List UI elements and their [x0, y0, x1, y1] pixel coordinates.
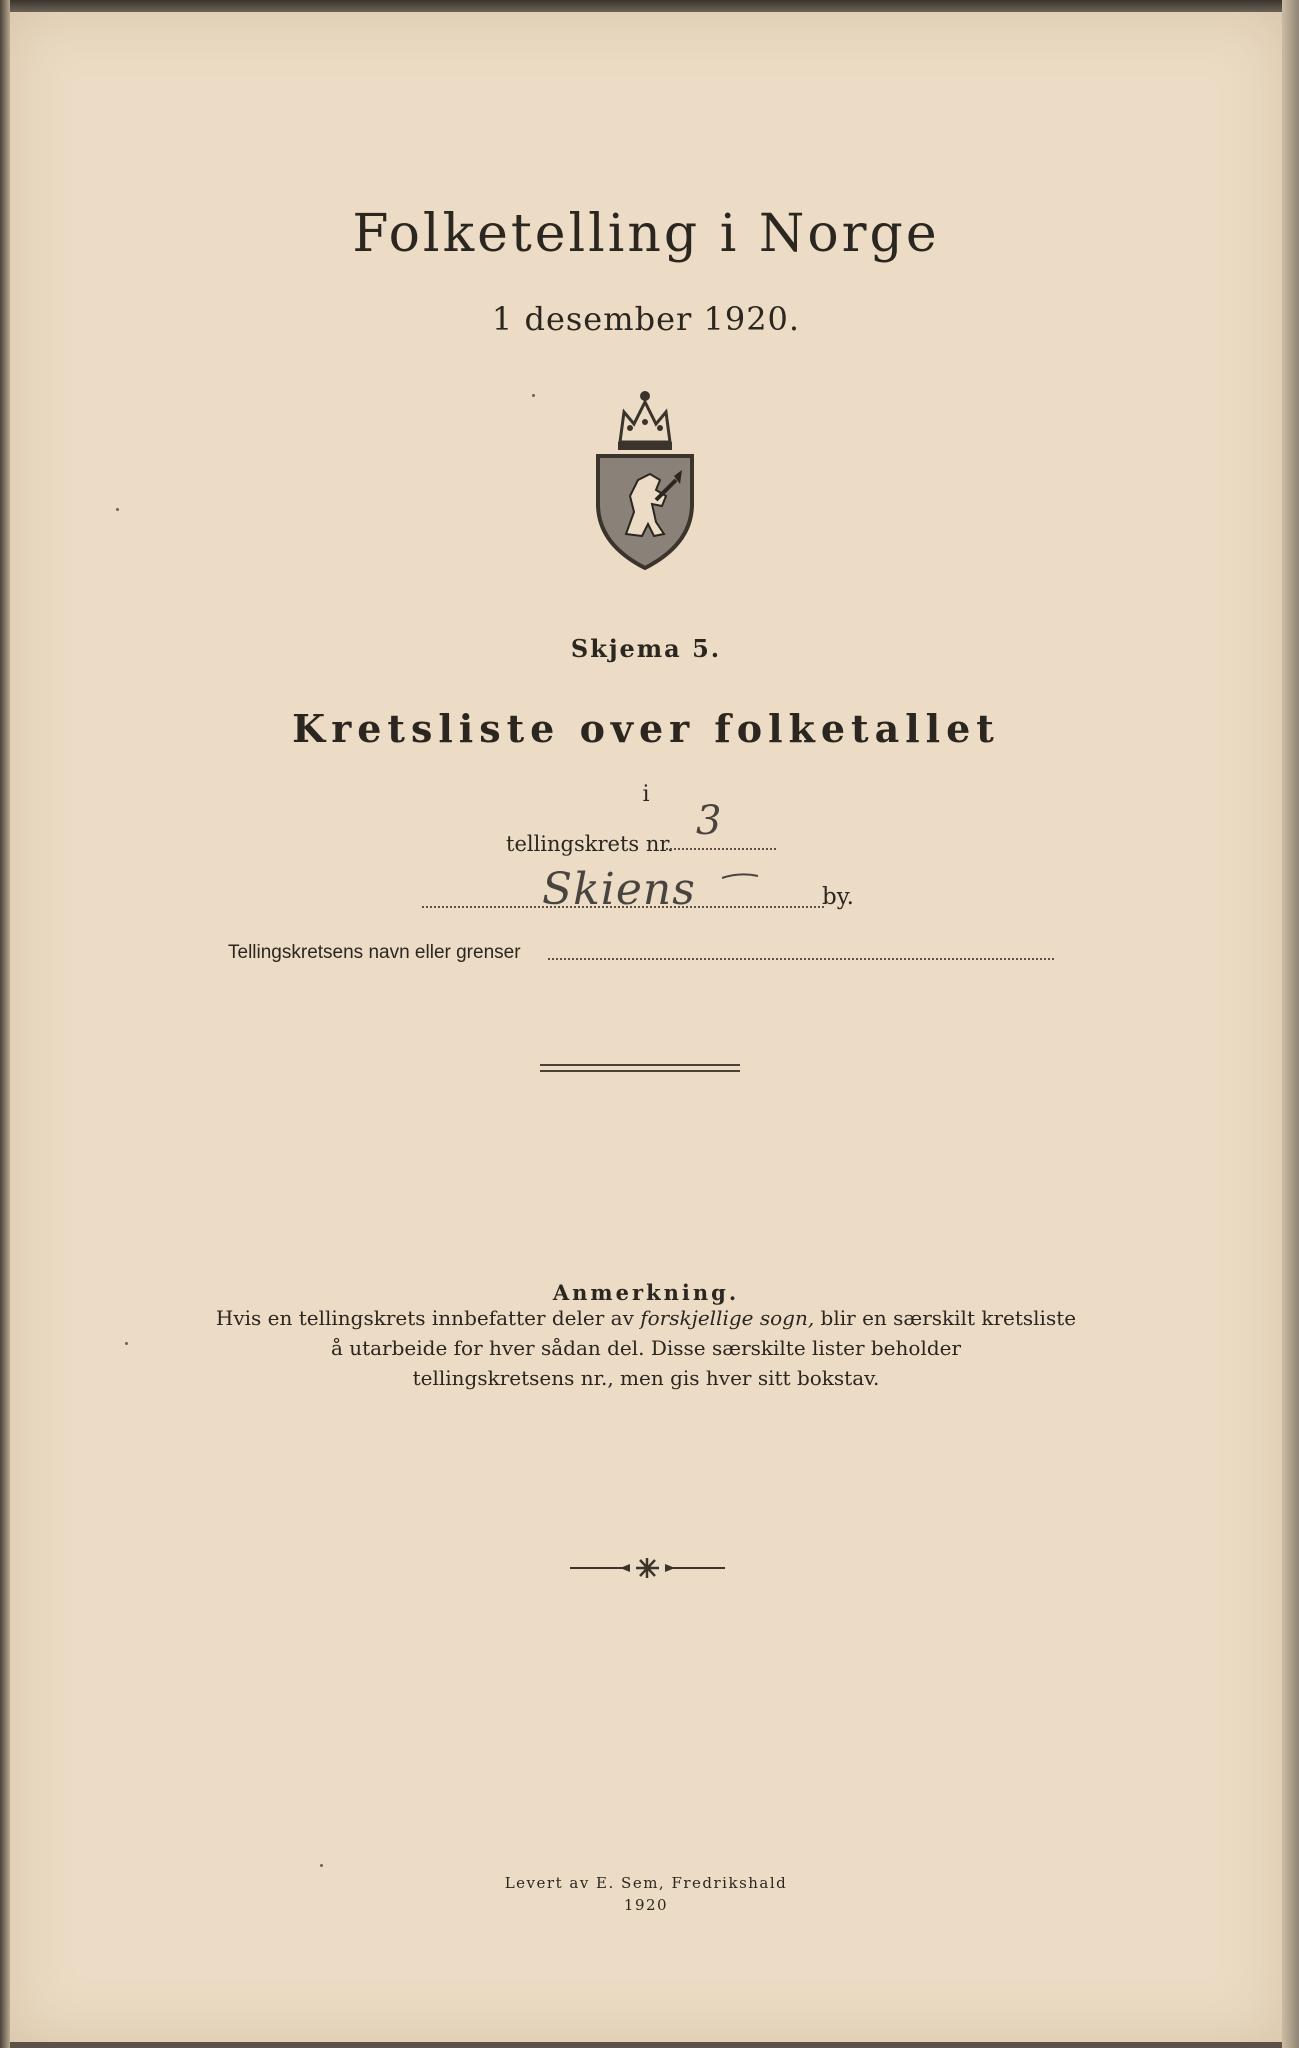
paper-speck [116, 508, 119, 511]
district-name-label: Tellingskretsens navn eller grenser [228, 942, 521, 963]
town-suffix: by. [822, 884, 854, 910]
census-date: 1 desember 1920. [491, 300, 801, 338]
remark-line-1-end: blir en særskilt kretsliste [814, 1306, 1077, 1330]
printer-year: 1920 [623, 1896, 669, 1914]
scan-border-right [1282, 0, 1299, 2048]
preposition-i: i [642, 782, 650, 807]
remark-line-3: tellingskretsens nr., men gis hver sitt bokstav. [412, 1366, 880, 1390]
double-rule-top [540, 1064, 740, 1066]
census-form-page [10, 12, 1282, 2042]
form-heading: Kretsliste over folketallet [292, 706, 1000, 751]
paper-speck [532, 394, 535, 397]
handwriting-flourish-icon [720, 872, 760, 882]
double-rule-bottom [540, 1070, 740, 1072]
district-number-line[interactable] [666, 848, 776, 850]
page-title: Folketelling i Norge [352, 204, 940, 264]
norwegian-coat-of-arms-icon [590, 384, 700, 570]
remark-title: Anmerkning. [552, 1280, 740, 1305]
ornament-divider-icon [570, 1556, 725, 1580]
remark-line-1-start: Hvis en tellingskrets innbefatter deler av [215, 1306, 641, 1330]
paper-speck [125, 1342, 128, 1345]
schema-label: Skjema 5. [570, 634, 722, 663]
town-value: Skiens [542, 864, 696, 915]
district-name-line[interactable] [548, 958, 1054, 960]
remark-line-1-italic: forskjellige sogn, [640, 1306, 815, 1330]
district-number-value: 3 [696, 798, 722, 844]
remark-line-2: å utarbeide for hver sådan del. Disse særskilte lister beholder [330, 1336, 962, 1360]
paper-speck [320, 1864, 323, 1867]
district-number-label: tellingskrets nr. [506, 832, 674, 856]
scan-border-top [0, 0, 1299, 12]
printer-credit: Levert av E. Sem, Fredrikshald [504, 1874, 788, 1892]
remark-line-1 [10, 1306, 1282, 1330]
scan-border-left [0, 0, 10, 2048]
